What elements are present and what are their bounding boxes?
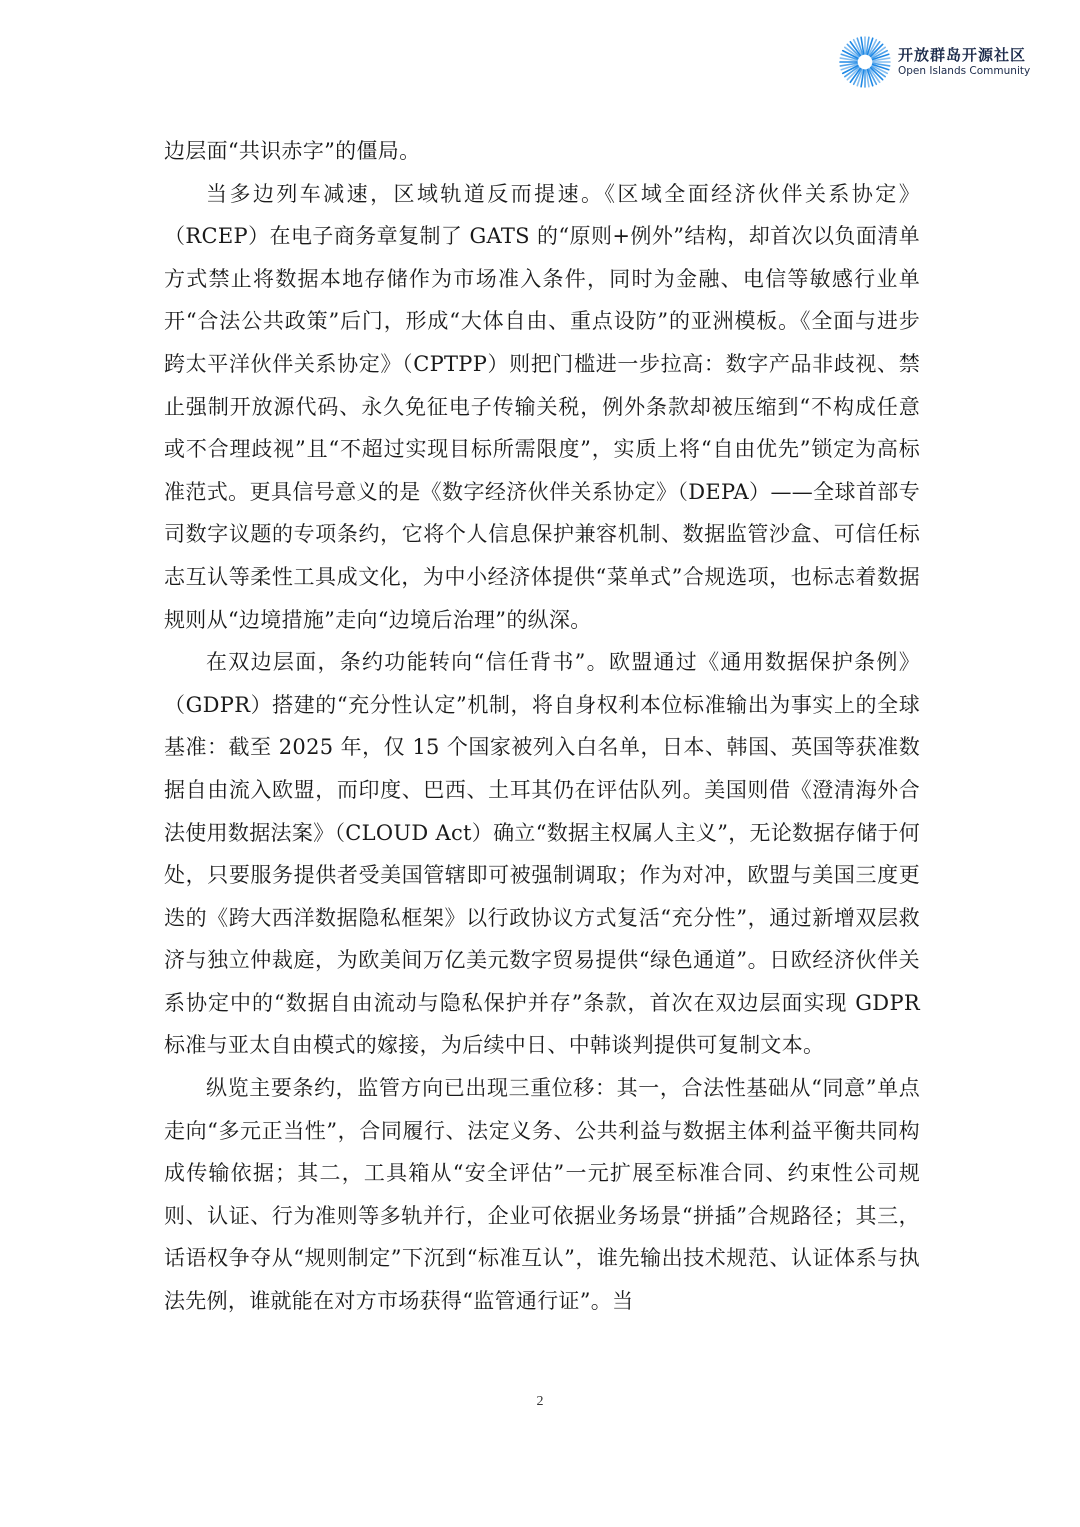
sunburst-logo-icon [838, 35, 892, 89]
community-logo [838, 34, 1058, 90]
paragraph-regional-agreements: 当多边列车减速，区域轨道反而提速。《区域全面经济伙伴关系协定》（RCEP）在电子商务章复制了 GATS 的“原则+例外”结构，却首次以负面清单方式禁止将数据本地存储作为市场准入条件，同时为金融、电信等敏感行业单开“合法公共政策”后门，形成“大体自由、重点设防”的亚洲模板。《全面与进步跨太平洋伙伴关系协定》（CPTPP）则把门槛进一步拉高：数字产品非歧视、禁止强制开放源代码、永久免征电子传输关税，例外条款却被压缩到“不构成任意或不合理歧视”且“不超过实现目标所需限度”，实质上将“自由优先”锁定为高标准范式。更具信号意义的是《数字经济伙伴关系协定》（DEPA）——全球首部专司数字议题的专项条约，它将个人信息保护兼容机制、数据监管沙盒、可信任标志互认等柔性工具成文化，为中小经济体提供“菜单式”合规选项，也标志着数据规则从“边境措施”走向“边境后治理”的纵深。 [164, 181, 920, 632]
document-body [164, 130, 920, 1323]
logo-chinese-name: 开放群岛开源社区 [898, 46, 1027, 64]
logo-text [898, 46, 1030, 78]
paragraph-bilateral-level: 在双边层面，条约功能转向“信任背书”。欧盟通过《通用数据保护条例》（GDPR）搭建的“充分性认定”机制，将自身权利本位标准输出为事实上的全球基准：截至 2025 年，仅 15 个国家被列入白名单，日本、韩国、英国等获准数据自由流入欧盟，而印度、巴西、土耳其仍在评估队列。美国则借《澄清海外合法使用数据法案》（CLOUD Act）确立“数据主权属人主义”，无论数据存储于何处，只要服务提供者受美国管辖即可被强制调取；作为对冲，欧盟与美国三度更迭的《跨大西洋数据隐私框架》以行政协议方式复活“充分性”，通过新增双层救济与独立仲裁庭，为欧美间万亿美元数字贸易提供“绿色通道”。日欧经济伙伴关系协定中的“数据自由流动与隐私保护并存”条款，首次在双边层面实现 GDPR 标准与亚太自由模式的嫁接，为后续中日、中韩谈判提供可复制文本。 [164, 650, 920, 1058]
paragraph-continued: 边层面“共识赤字”的僵局。 [164, 139, 421, 163]
logo-english-name: Open Islands Community [898, 65, 1031, 77]
paragraph-regulatory-shifts: 纵览主要条约，监管方向已出现三重位移：其一，合法性基础从“同意”单点走向“多元正当性”，合同履行、法定义务、公共利益与数据主体利益平衡共同构成传输依据；其二，工具箱从“安全评估”一元扩展至标准合同、约束性公司规则、认证、行为准则等多轨并行，企业可依据业务场景“拼插”合规路径；其三，话语权争夺从“规则制定”下沉到“标准互认”，谁先输出技术规范、认证体系与执法先例，谁就能在对方市场获得“监管通行证”。当 [164, 1076, 920, 1314]
page-number: 2 [536, 1394, 544, 1409]
